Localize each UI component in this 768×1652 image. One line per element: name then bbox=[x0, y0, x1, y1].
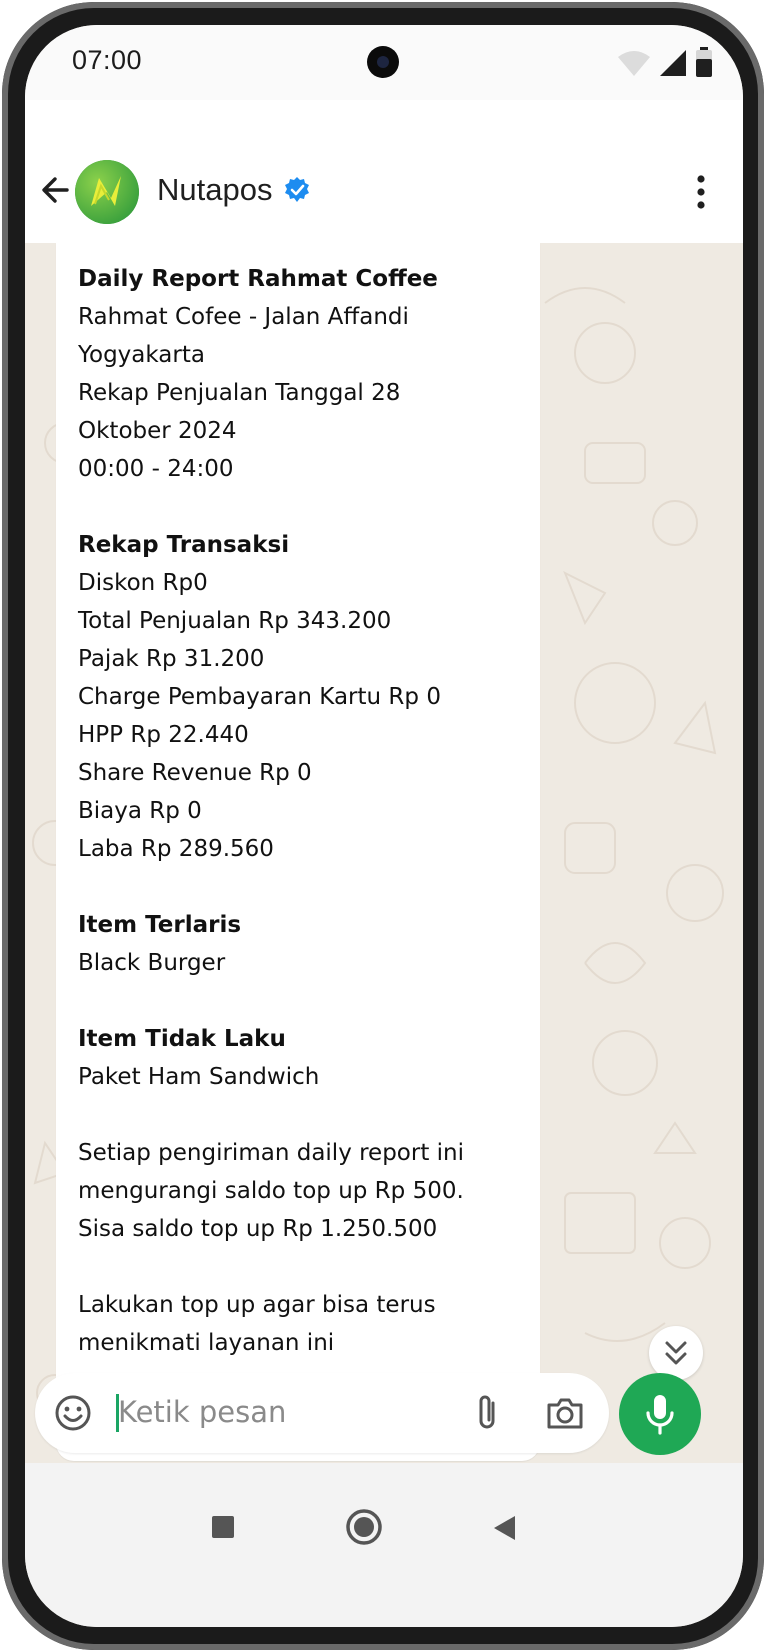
message-input[interactable] bbox=[115, 1389, 448, 1435]
verified-badge-icon bbox=[283, 176, 311, 204]
message-line: mengurangi saldo top up Rp 500. bbox=[78, 1178, 464, 1204]
circle-icon[interactable] bbox=[345, 1508, 383, 1546]
message-text bbox=[78, 260, 508, 1362]
message-heading: Rekap Transaksi bbox=[78, 532, 290, 558]
message-line: Lakukan top up agar bisa terus bbox=[78, 1292, 436, 1318]
arrow-left-icon[interactable] bbox=[37, 170, 77, 210]
message-line: Setiap pengiriman daily report ini bbox=[78, 1140, 465, 1166]
double-chevron-down-icon bbox=[649, 1326, 703, 1380]
message-blank-line bbox=[78, 488, 508, 526]
message-line: Share Revenue Rp 0 bbox=[78, 760, 312, 786]
message-heading: Daily Report Rahmat Coffee bbox=[78, 266, 438, 292]
message-line: Pajak Rp 31.200 bbox=[78, 646, 265, 672]
status-time: 07:00 bbox=[72, 45, 143, 75]
message-line: Sisa saldo top up Rp 1.250.500 bbox=[78, 1216, 438, 1242]
wifi-icon bbox=[617, 49, 651, 77]
message-line: Paket Ham Sandwich bbox=[78, 1064, 320, 1090]
battery-icon bbox=[695, 47, 713, 77]
message-blank-line bbox=[78, 1096, 508, 1134]
square-icon[interactable] bbox=[210, 1514, 236, 1540]
microphone-icon bbox=[619, 1373, 701, 1455]
message-line: Biaya Rp 0 bbox=[78, 798, 202, 824]
more-vertical-icon[interactable] bbox=[681, 170, 721, 214]
triangle-back-icon[interactable] bbox=[491, 1514, 517, 1542]
message-line: Yogyakarta bbox=[78, 342, 205, 368]
message-line: Charge Pembayaran Kartu Rp 0 bbox=[78, 684, 441, 710]
message-heading: Item Terlaris bbox=[78, 912, 242, 938]
message-heading: Item Tidak Laku bbox=[78, 1026, 286, 1052]
status-bar bbox=[25, 25, 743, 100]
camera-icon[interactable] bbox=[543, 1393, 587, 1433]
signal-icon bbox=[659, 49, 687, 77]
contact-name[interactable]: Nutapos bbox=[157, 172, 273, 207]
message-composer bbox=[35, 1373, 609, 1453]
paperclip-icon[interactable] bbox=[467, 1391, 507, 1435]
front-camera bbox=[367, 46, 399, 78]
message-line: Black Burger bbox=[78, 950, 226, 976]
system-navigation-bar bbox=[25, 1463, 743, 1627]
message-line: Rekap Penjualan Tanggal 28 bbox=[78, 380, 401, 406]
message-line: 00:00 - 24:00 bbox=[78, 456, 234, 482]
chat-header bbox=[25, 100, 743, 243]
message-line: Total Penjualan Rp 343.200 bbox=[78, 608, 392, 634]
scroll-to-bottom-button[interactable] bbox=[649, 1326, 703, 1380]
message-blank-line bbox=[78, 868, 508, 906]
message-line: Oktober 2024 bbox=[78, 418, 237, 444]
message-line: menikmati layanan ini bbox=[78, 1330, 335, 1356]
voice-message-button[interactable] bbox=[619, 1373, 701, 1455]
status-icons bbox=[617, 47, 713, 77]
message-line: HPP Rp 22.440 bbox=[78, 722, 249, 748]
chat-area[interactable] bbox=[25, 243, 743, 1468]
message-blank-line bbox=[78, 1248, 508, 1286]
message-blank-line bbox=[78, 982, 508, 1020]
message-line: Diskon Rp0 bbox=[78, 570, 208, 596]
screen bbox=[25, 25, 743, 1627]
nutapos-logo-icon bbox=[75, 160, 139, 224]
message-line: Rahmat Cofee - Jalan Affandi bbox=[78, 304, 409, 330]
message-line: Laba Rp 289.560 bbox=[78, 836, 274, 862]
smiley-icon[interactable] bbox=[53, 1393, 93, 1433]
avatar[interactable] bbox=[75, 160, 139, 224]
